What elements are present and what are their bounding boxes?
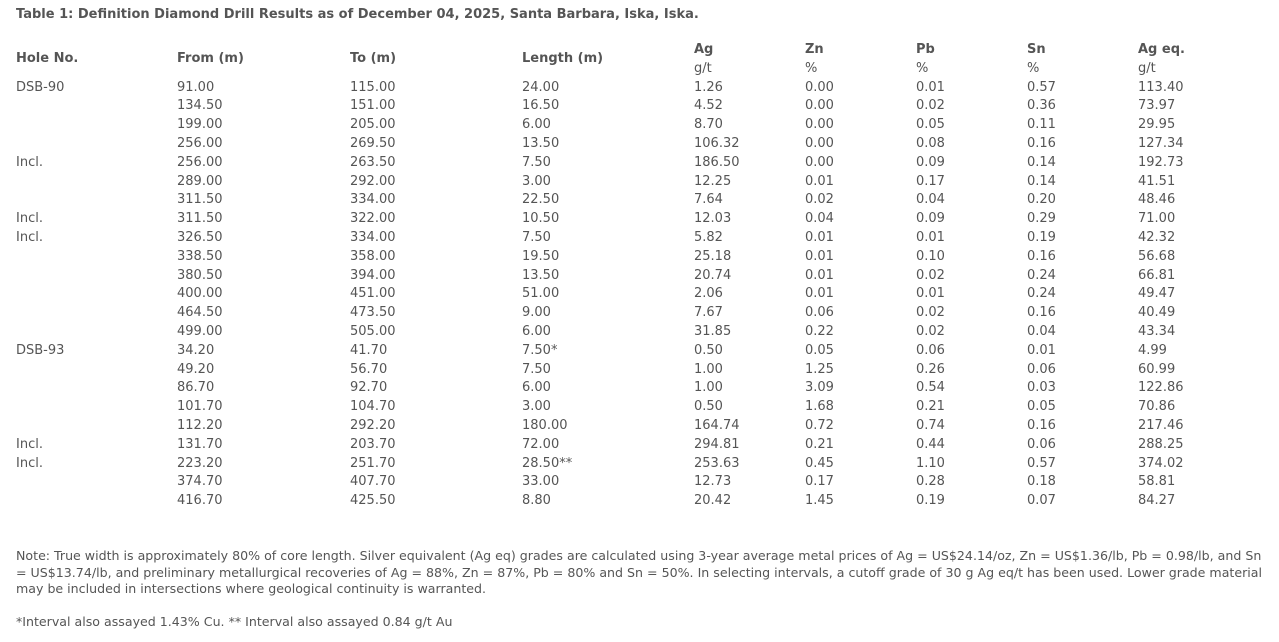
table-caption: Table 1: Definition Diamond Drill Results as of December 04, 2025, Santa Barbara, Iska, Iska. (16, 7, 699, 22)
cell-pb: 0.44 (916, 436, 945, 452)
cell-hole-no (16, 116, 177, 135)
cell-zn: 0.00 (805, 117, 834, 133)
cell-ag: 8.70 (694, 117, 723, 133)
cell-zn: 0.00 (805, 79, 834, 95)
cell-to: 394.00 (350, 267, 396, 283)
table-row (16, 473, 1278, 492)
cell-length: 8.80 (522, 493, 551, 509)
cell-pb: 0.04 (916, 192, 945, 208)
table-row (16, 323, 1278, 342)
cell-ag-eq: 60.99 (1138, 361, 1176, 377)
cell-to: 56.70 (350, 361, 388, 377)
header-ag-label: Ag (694, 42, 714, 57)
cell-length: 33.00 (522, 474, 560, 490)
cell-ag: 7.64 (694, 192, 723, 208)
cell-zn: 0.01 (805, 286, 834, 302)
cell-hole-no (16, 173, 177, 192)
cell-ag: 5.82 (694, 229, 723, 245)
cell-hole-no (16, 361, 177, 380)
cell-ag-eq: 70.86 (1138, 399, 1176, 415)
cell-from: 223.20 (177, 455, 223, 471)
cell-to: 334.00 (350, 192, 396, 208)
cell-ag-eq: 42.32 (1138, 229, 1176, 245)
header-zn-label: Zn (805, 42, 824, 57)
cell-hole-no (16, 417, 177, 436)
header-sn-label: Sn (1027, 42, 1046, 57)
cell-sn: 0.06 (1027, 436, 1056, 452)
cell-length: 7.50 (522, 361, 551, 377)
cell-zn: 0.00 (805, 135, 834, 151)
cell-to: 263.50 (350, 154, 396, 170)
table-row (16, 342, 1278, 361)
cell-pb: 0.09 (916, 211, 945, 227)
cell-hole-no: Incl. (16, 211, 43, 227)
cell-sn: 0.14 (1027, 173, 1056, 189)
cell-from: 101.70 (177, 399, 223, 415)
cell-to: 505.00 (350, 323, 396, 339)
cell-sn: 0.04 (1027, 323, 1056, 339)
cell-from: 374.70 (177, 474, 223, 490)
cell-ag-eq: 84.27 (1138, 493, 1176, 509)
cell-pb: 1.10 (916, 455, 945, 471)
cell-zn: 0.01 (805, 229, 834, 245)
cell-zn: 0.05 (805, 342, 834, 358)
cell-ag: 1.00 (694, 380, 723, 396)
cell-from: 34.20 (177, 342, 215, 358)
cell-ag: 20.42 (694, 493, 732, 509)
cell-length: 7.50* (522, 342, 558, 358)
cell-pb: 0.02 (916, 323, 945, 339)
cell-ag: 0.50 (694, 342, 723, 358)
table-row (16, 267, 1278, 286)
cell-from: 256.00 (177, 154, 223, 170)
cell-length: 7.50 (522, 154, 551, 170)
cell-hole-no: Incl. (16, 436, 43, 452)
cell-zn: 3.09 (805, 380, 834, 396)
table-row (16, 492, 1278, 511)
cell-to: 292.20 (350, 417, 396, 433)
cell-zn: 0.45 (805, 455, 834, 471)
cell-to: 407.70 (350, 474, 396, 490)
header-ag-eq-unit: g/t (1138, 60, 1156, 76)
cell-from: 464.50 (177, 305, 223, 321)
cell-ag: 253.63 (694, 455, 740, 471)
cell-sn: 0.20 (1027, 192, 1056, 208)
cell-length: 180.00 (522, 417, 568, 433)
cell-to: 104.70 (350, 399, 396, 415)
cell-pb: 0.74 (916, 417, 945, 433)
table-row (16, 436, 1278, 455)
cell-sn: 0.57 (1027, 79, 1056, 95)
table-row (16, 455, 1278, 474)
table-body (16, 79, 1278, 511)
cell-from: 131.70 (177, 436, 223, 452)
cell-pb: 0.06 (916, 342, 945, 358)
cell-hole-no (16, 473, 177, 492)
cell-hole-no (16, 304, 177, 323)
cell-pb: 0.01 (916, 79, 945, 95)
cell-from: 49.20 (177, 361, 215, 377)
cell-from: 91.00 (177, 79, 215, 95)
header-to: To (m) (350, 51, 397, 67)
cell-zn: 0.72 (805, 417, 834, 433)
cell-from: 338.50 (177, 248, 223, 264)
cell-sn: 0.06 (1027, 361, 1056, 377)
table-row (16, 285, 1278, 304)
cell-sn: 0.16 (1027, 417, 1056, 433)
cell-pb: 0.02 (916, 98, 945, 114)
cell-hole-no (16, 135, 177, 154)
cell-zn: 0.01 (805, 173, 834, 189)
cell-pb: 0.19 (916, 493, 945, 509)
cell-pb: 0.01 (916, 286, 945, 302)
cell-ag: 0.50 (694, 399, 723, 415)
cell-ag-eq: 73.97 (1138, 98, 1176, 114)
table-header-row (16, 41, 1278, 79)
cell-hole-no: Incl. (16, 455, 43, 471)
table-row (16, 116, 1278, 135)
cell-zn: 0.00 (805, 98, 834, 114)
cell-sn: 0.01 (1027, 342, 1056, 358)
cell-from: 199.00 (177, 117, 223, 133)
cell-ag: 31.85 (694, 323, 732, 339)
cell-zn: 0.01 (805, 248, 834, 264)
cell-sn: 0.16 (1027, 135, 1056, 151)
cell-ag: 164.74 (694, 417, 740, 433)
cell-ag-eq: 48.46 (1138, 192, 1176, 208)
cell-zn: 0.01 (805, 267, 834, 283)
cell-hole-no (16, 191, 177, 210)
cell-hole-no: DSB-90 (16, 79, 65, 95)
table-row (16, 304, 1278, 323)
table-row (16, 191, 1278, 210)
cell-ag: 1.00 (694, 361, 723, 377)
cell-sn: 0.57 (1027, 455, 1056, 471)
header-pb (916, 41, 1027, 79)
cell-hole-no (16, 379, 177, 398)
cell-ag: 12.73 (694, 474, 732, 490)
cell-from: 311.50 (177, 192, 223, 208)
cell-to: 292.00 (350, 173, 396, 189)
cell-length: 10.50 (522, 211, 560, 227)
cell-from: 256.00 (177, 135, 223, 151)
table-note: Note: True width is approximately 80% of core length. Silver equivalent (Ag eq) grades are calculated using 3-year average metal prices of Ag = US$24.14/oz, Zn = US$1.36/lb, Pb = 0.98/lb, and Sn = US$13.74/lb, and preliminary metallurgical recoveries of Ag = 88%, Zn = 87%, Pb = 80% and Sn = 50%. In selecting intervals, a cutoff grade of 30 g Ag eq/t has been used. Lower grade material may be included in intersections where geological continuity is warranted. (16, 548, 1262, 596)
cell-zn: 0.00 (805, 154, 834, 170)
cell-pb: 0.08 (916, 135, 945, 151)
header-pb-unit: % (916, 60, 929, 76)
cell-sn: 0.18 (1027, 474, 1056, 490)
cell-length: 19.50 (522, 248, 560, 264)
cell-sn: 0.07 (1027, 493, 1056, 509)
cell-zn: 0.02 (805, 192, 834, 208)
cell-length: 9.00 (522, 305, 551, 321)
cell-to: 92.70 (350, 380, 388, 396)
table-row (16, 361, 1278, 380)
cell-ag: 20.74 (694, 267, 732, 283)
cell-zn: 1.45 (805, 493, 834, 509)
cell-hole-no: DSB-93 (16, 342, 65, 358)
cell-from: 112.20 (177, 417, 223, 433)
cell-ag-eq: 113.40 (1138, 79, 1184, 95)
cell-hole-no (16, 323, 177, 342)
cell-to: 203.70 (350, 436, 396, 452)
header-zn (805, 41, 916, 79)
cell-pb: 0.10 (916, 248, 945, 264)
cell-sn: 0.14 (1027, 154, 1056, 170)
cell-from: 499.00 (177, 323, 223, 339)
cell-zn: 0.04 (805, 211, 834, 227)
cell-ag-eq: 58.81 (1138, 474, 1176, 490)
cell-pb: 0.17 (916, 173, 945, 189)
cell-to: 41.70 (350, 342, 388, 358)
table-row (16, 154, 1278, 173)
cell-ag: 12.03 (694, 211, 732, 227)
cell-length: 13.50 (522, 135, 560, 151)
table-row (16, 135, 1278, 154)
cell-length: 22.50 (522, 192, 560, 208)
cell-from: 289.00 (177, 173, 223, 189)
cell-sn: 0.05 (1027, 399, 1056, 415)
cell-from: 311.50 (177, 211, 223, 227)
header-ag-unit: g/t (694, 60, 712, 76)
cell-sn: 0.24 (1027, 267, 1056, 283)
cell-from: 326.50 (177, 229, 223, 245)
cell-length: 72.00 (522, 436, 560, 452)
cell-sn: 0.29 (1027, 211, 1056, 227)
cell-to: 322.00 (350, 211, 396, 227)
cell-ag-eq: 192.73 (1138, 154, 1184, 170)
cell-ag-eq: 29.95 (1138, 117, 1176, 133)
cell-sn: 0.16 (1027, 248, 1056, 264)
cell-pb: 0.02 (916, 267, 945, 283)
cell-hole-no (16, 97, 177, 116)
header-sn-unit: % (1027, 60, 1040, 76)
cell-ag-eq: 66.81 (1138, 267, 1176, 283)
cell-to: 115.00 (350, 79, 396, 95)
cell-ag: 294.81 (694, 436, 740, 452)
table-row (16, 417, 1278, 436)
cell-length: 3.00 (522, 399, 551, 415)
header-ag-eq (1138, 41, 1278, 79)
cell-ag: 25.18 (694, 248, 732, 264)
cell-to: 151.00 (350, 98, 396, 114)
cell-ag-eq: 374.02 (1138, 455, 1184, 471)
table-row (16, 229, 1278, 248)
cell-sn: 0.36 (1027, 98, 1056, 114)
table-row (16, 79, 1278, 98)
cell-to: 425.50 (350, 493, 396, 509)
header-pb-label: Pb (916, 42, 935, 57)
header-ag-eq-label: Ag eq. (1138, 42, 1185, 57)
header-from: From (m) (177, 51, 244, 67)
cell-ag: 106.32 (694, 135, 740, 151)
cell-length: 16.50 (522, 98, 560, 114)
cell-sn: 0.19 (1027, 229, 1056, 245)
cell-length: 3.00 (522, 173, 551, 189)
cell-from: 86.70 (177, 380, 215, 396)
cell-ag: 186.50 (694, 154, 740, 170)
table-row (16, 398, 1278, 417)
cell-length: 7.50 (522, 229, 551, 245)
cell-hole-no (16, 398, 177, 417)
table-footnote: *Interval also assayed 1.43% Cu. ** Interval also assayed 0.84 g/t Au (16, 614, 453, 629)
cell-zn: 0.06 (805, 305, 834, 321)
table-row (16, 173, 1278, 192)
cell-to: 451.00 (350, 286, 396, 302)
cell-pb: 0.01 (916, 229, 945, 245)
cell-pb: 0.54 (916, 380, 945, 396)
cell-hole-no (16, 248, 177, 267)
table-row (16, 97, 1278, 116)
cell-zn: 1.25 (805, 361, 834, 377)
header-length: Length (m) (522, 51, 604, 67)
cell-pb: 0.26 (916, 361, 945, 377)
cell-zn: 0.21 (805, 436, 834, 452)
cell-hole-no (16, 285, 177, 304)
cell-pb: 0.28 (916, 474, 945, 490)
cell-ag-eq: 40.49 (1138, 305, 1176, 321)
cell-length: 6.00 (522, 117, 551, 133)
table-row (16, 210, 1278, 229)
cell-ag-eq: 71.00 (1138, 211, 1176, 227)
cell-ag-eq: 127.34 (1138, 135, 1184, 151)
cell-ag: 7.67 (694, 305, 723, 321)
header-ag (694, 41, 805, 79)
header-zn-unit: % (805, 60, 818, 76)
cell-length: 13.50 (522, 267, 560, 283)
cell-sn: 0.03 (1027, 380, 1056, 396)
cell-pb: 0.21 (916, 399, 945, 415)
cell-sn: 0.24 (1027, 286, 1056, 302)
cell-ag: 12.25 (694, 173, 732, 189)
table-row (16, 248, 1278, 267)
cell-zn: 1.68 (805, 399, 834, 415)
drill-results-table (16, 41, 1278, 511)
cell-pb: 0.09 (916, 154, 945, 170)
cell-sn: 0.16 (1027, 305, 1056, 321)
cell-ag-eq: 288.25 (1138, 436, 1184, 452)
cell-ag-eq: 41.51 (1138, 173, 1176, 189)
cell-ag-eq: 43.34 (1138, 323, 1176, 339)
cell-pb: 0.05 (916, 117, 945, 133)
cell-from: 380.50 (177, 267, 223, 283)
cell-to: 269.50 (350, 135, 396, 151)
cell-length: 6.00 (522, 323, 551, 339)
cell-ag-eq: 217.46 (1138, 417, 1184, 433)
cell-length: 28.50** (522, 455, 573, 471)
cell-to: 251.70 (350, 455, 396, 471)
cell-ag-eq: 56.68 (1138, 248, 1176, 264)
cell-from: 400.00 (177, 286, 223, 302)
cell-ag-eq: 122.86 (1138, 380, 1184, 396)
cell-to: 205.00 (350, 117, 396, 133)
cell-pb: 0.02 (916, 305, 945, 321)
cell-to: 358.00 (350, 248, 396, 264)
header-hole-no: Hole No. (16, 51, 79, 67)
cell-hole-no: Incl. (16, 229, 43, 245)
cell-sn: 0.11 (1027, 117, 1056, 133)
cell-length: 51.00 (522, 286, 560, 302)
cell-to: 473.50 (350, 305, 396, 321)
cell-hole-no (16, 492, 177, 511)
cell-length: 6.00 (522, 380, 551, 396)
cell-ag: 4.52 (694, 98, 723, 114)
cell-zn: 0.22 (805, 323, 834, 339)
table-row (16, 379, 1278, 398)
cell-to: 334.00 (350, 229, 396, 245)
cell-hole-no: Incl. (16, 154, 43, 170)
cell-ag: 2.06 (694, 286, 723, 302)
cell-hole-no (16, 267, 177, 286)
cell-from: 416.70 (177, 493, 223, 509)
cell-zn: 0.17 (805, 474, 834, 490)
header-sn (1027, 41, 1138, 79)
cell-ag-eq: 4.99 (1138, 342, 1167, 358)
cell-from: 134.50 (177, 98, 223, 114)
cell-length: 24.00 (522, 79, 560, 95)
cell-ag: 1.26 (694, 79, 723, 95)
cell-ag-eq: 49.47 (1138, 286, 1176, 302)
